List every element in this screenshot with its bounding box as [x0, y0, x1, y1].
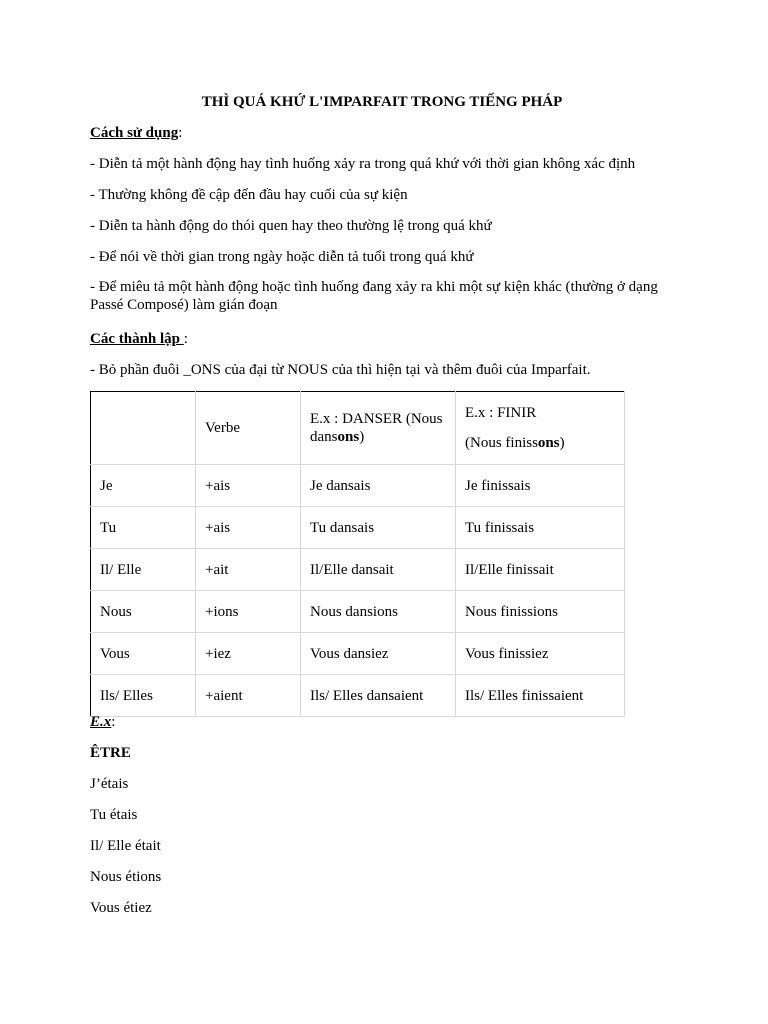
table-header-cell: Verbe [196, 392, 301, 465]
table-cell-finir: Tu finissais [456, 507, 625, 549]
table-cell-pronoun: Tu [91, 507, 196, 549]
table-header-cell [301, 392, 456, 465]
table-cell-pronoun: Vous [91, 633, 196, 675]
table-header-cell [456, 392, 625, 465]
example-label-suffix: : [111, 714, 116, 730]
formation-heading-suffix: : [183, 331, 188, 347]
table-row [91, 507, 625, 549]
table-cell-ending: +ait [196, 549, 301, 591]
document-title: THÌ QUÁ KHỨ L'IMPARFAIT TRONG TIẾNG PHÁP [201, 94, 563, 110]
example-verb: ÊTRE [90, 745, 131, 761]
table-row [91, 675, 625, 717]
table-cell-danser: Tu dansais [301, 507, 456, 549]
table-cell-finir: Je finissais [456, 465, 625, 507]
table-cell-pronoun: Nous [91, 591, 196, 633]
usage-item-4: - Để nói về thời gian trong ngày hoặc diễn tả tuổi trong quá khứ [90, 249, 474, 265]
header-finir-ending: ons [537, 435, 560, 451]
header-danser-close: ) [359, 429, 365, 445]
example-label: E.x [90, 714, 112, 730]
usage-item-1: - Diễn tả một hành động hay tình huống xảy ra trong quá khứ với thời gian không xác định [90, 156, 636, 172]
table-cell-danser: Je dansais [301, 465, 456, 507]
example-label-line [90, 713, 115, 731]
table-row [91, 633, 625, 675]
example-line-1: J’étais [90, 776, 129, 792]
header-danser-text: E.x : DANSER (Nous dans [310, 411, 443, 445]
conjugation-table [90, 391, 625, 717]
table-header-row [91, 392, 625, 465]
table-cell-finir: Ils/ Elles finissaient [456, 675, 625, 717]
table-cell-ending: +ais [196, 507, 301, 549]
table-cell-ending: +aient [196, 675, 301, 717]
table-cell-pronoun: Ils/ Elles [91, 675, 196, 717]
table-cell-pronoun: Je [91, 465, 196, 507]
usage-heading-line [90, 124, 182, 142]
header-finir-title: E.x : FINIR [465, 405, 537, 421]
table-cell-ending: +ions [196, 591, 301, 633]
table-cell-ending: +ais [196, 465, 301, 507]
table-cell-ending: +iez [196, 633, 301, 675]
table-row [91, 549, 625, 591]
table-cell-danser: Il/Elle dansait [301, 549, 456, 591]
formation-heading-line [90, 330, 188, 348]
table-cell-finir: Vous finissiez [456, 633, 625, 675]
table-row [91, 591, 625, 633]
table-row [91, 465, 625, 507]
table-cell-pronoun: Il/ Elle [91, 549, 196, 591]
table-cell-danser: Nous dansions [301, 591, 456, 633]
table-cell-finir: Il/Elle finissait [456, 549, 625, 591]
example-line-5: Vous étiez [90, 900, 152, 916]
example-line-4: Nous étions [90, 869, 162, 885]
table-cell-finir: Nous finissions [456, 591, 625, 633]
usage-item-2: - Thường không đề cập đến đầu hay cuối của sự kiện [90, 187, 408, 203]
header-danser-ending: ons [337, 429, 360, 445]
header-finir-close: ) [559, 435, 565, 451]
formation-heading: Các thành lập [90, 331, 184, 347]
example-line-2: Tu étais [90, 807, 138, 823]
formation-rule: - Bỏ phần đuôi _ONS của đại từ NOUS của thì hiện tại và thêm đuôi của Imparfait. [90, 362, 591, 378]
usage-heading-suffix: : [178, 125, 183, 141]
usage-item-5: - Để miêu tả một hành động hoặc tình huống đang xảy ra khi một sự kiện khác (thường ở dạng Passé Composé) làm gián đoạn [90, 279, 658, 313]
header-finir-pronoun-line [465, 434, 615, 452]
table-header-cell [91, 392, 196, 465]
example-line-3: Il/ Elle était [90, 838, 161, 854]
usage-item-3: - Diễn ta hành động do thói quen hay theo thường lệ trong quá khứ [90, 218, 492, 234]
table-cell-danser: Vous dansiez [301, 633, 456, 675]
usage-heading: Cách sử dụng [90, 125, 179, 141]
header-finir-text: (Nous finiss [465, 435, 538, 451]
table-cell-danser: Ils/ Elles dansaient [301, 675, 456, 717]
